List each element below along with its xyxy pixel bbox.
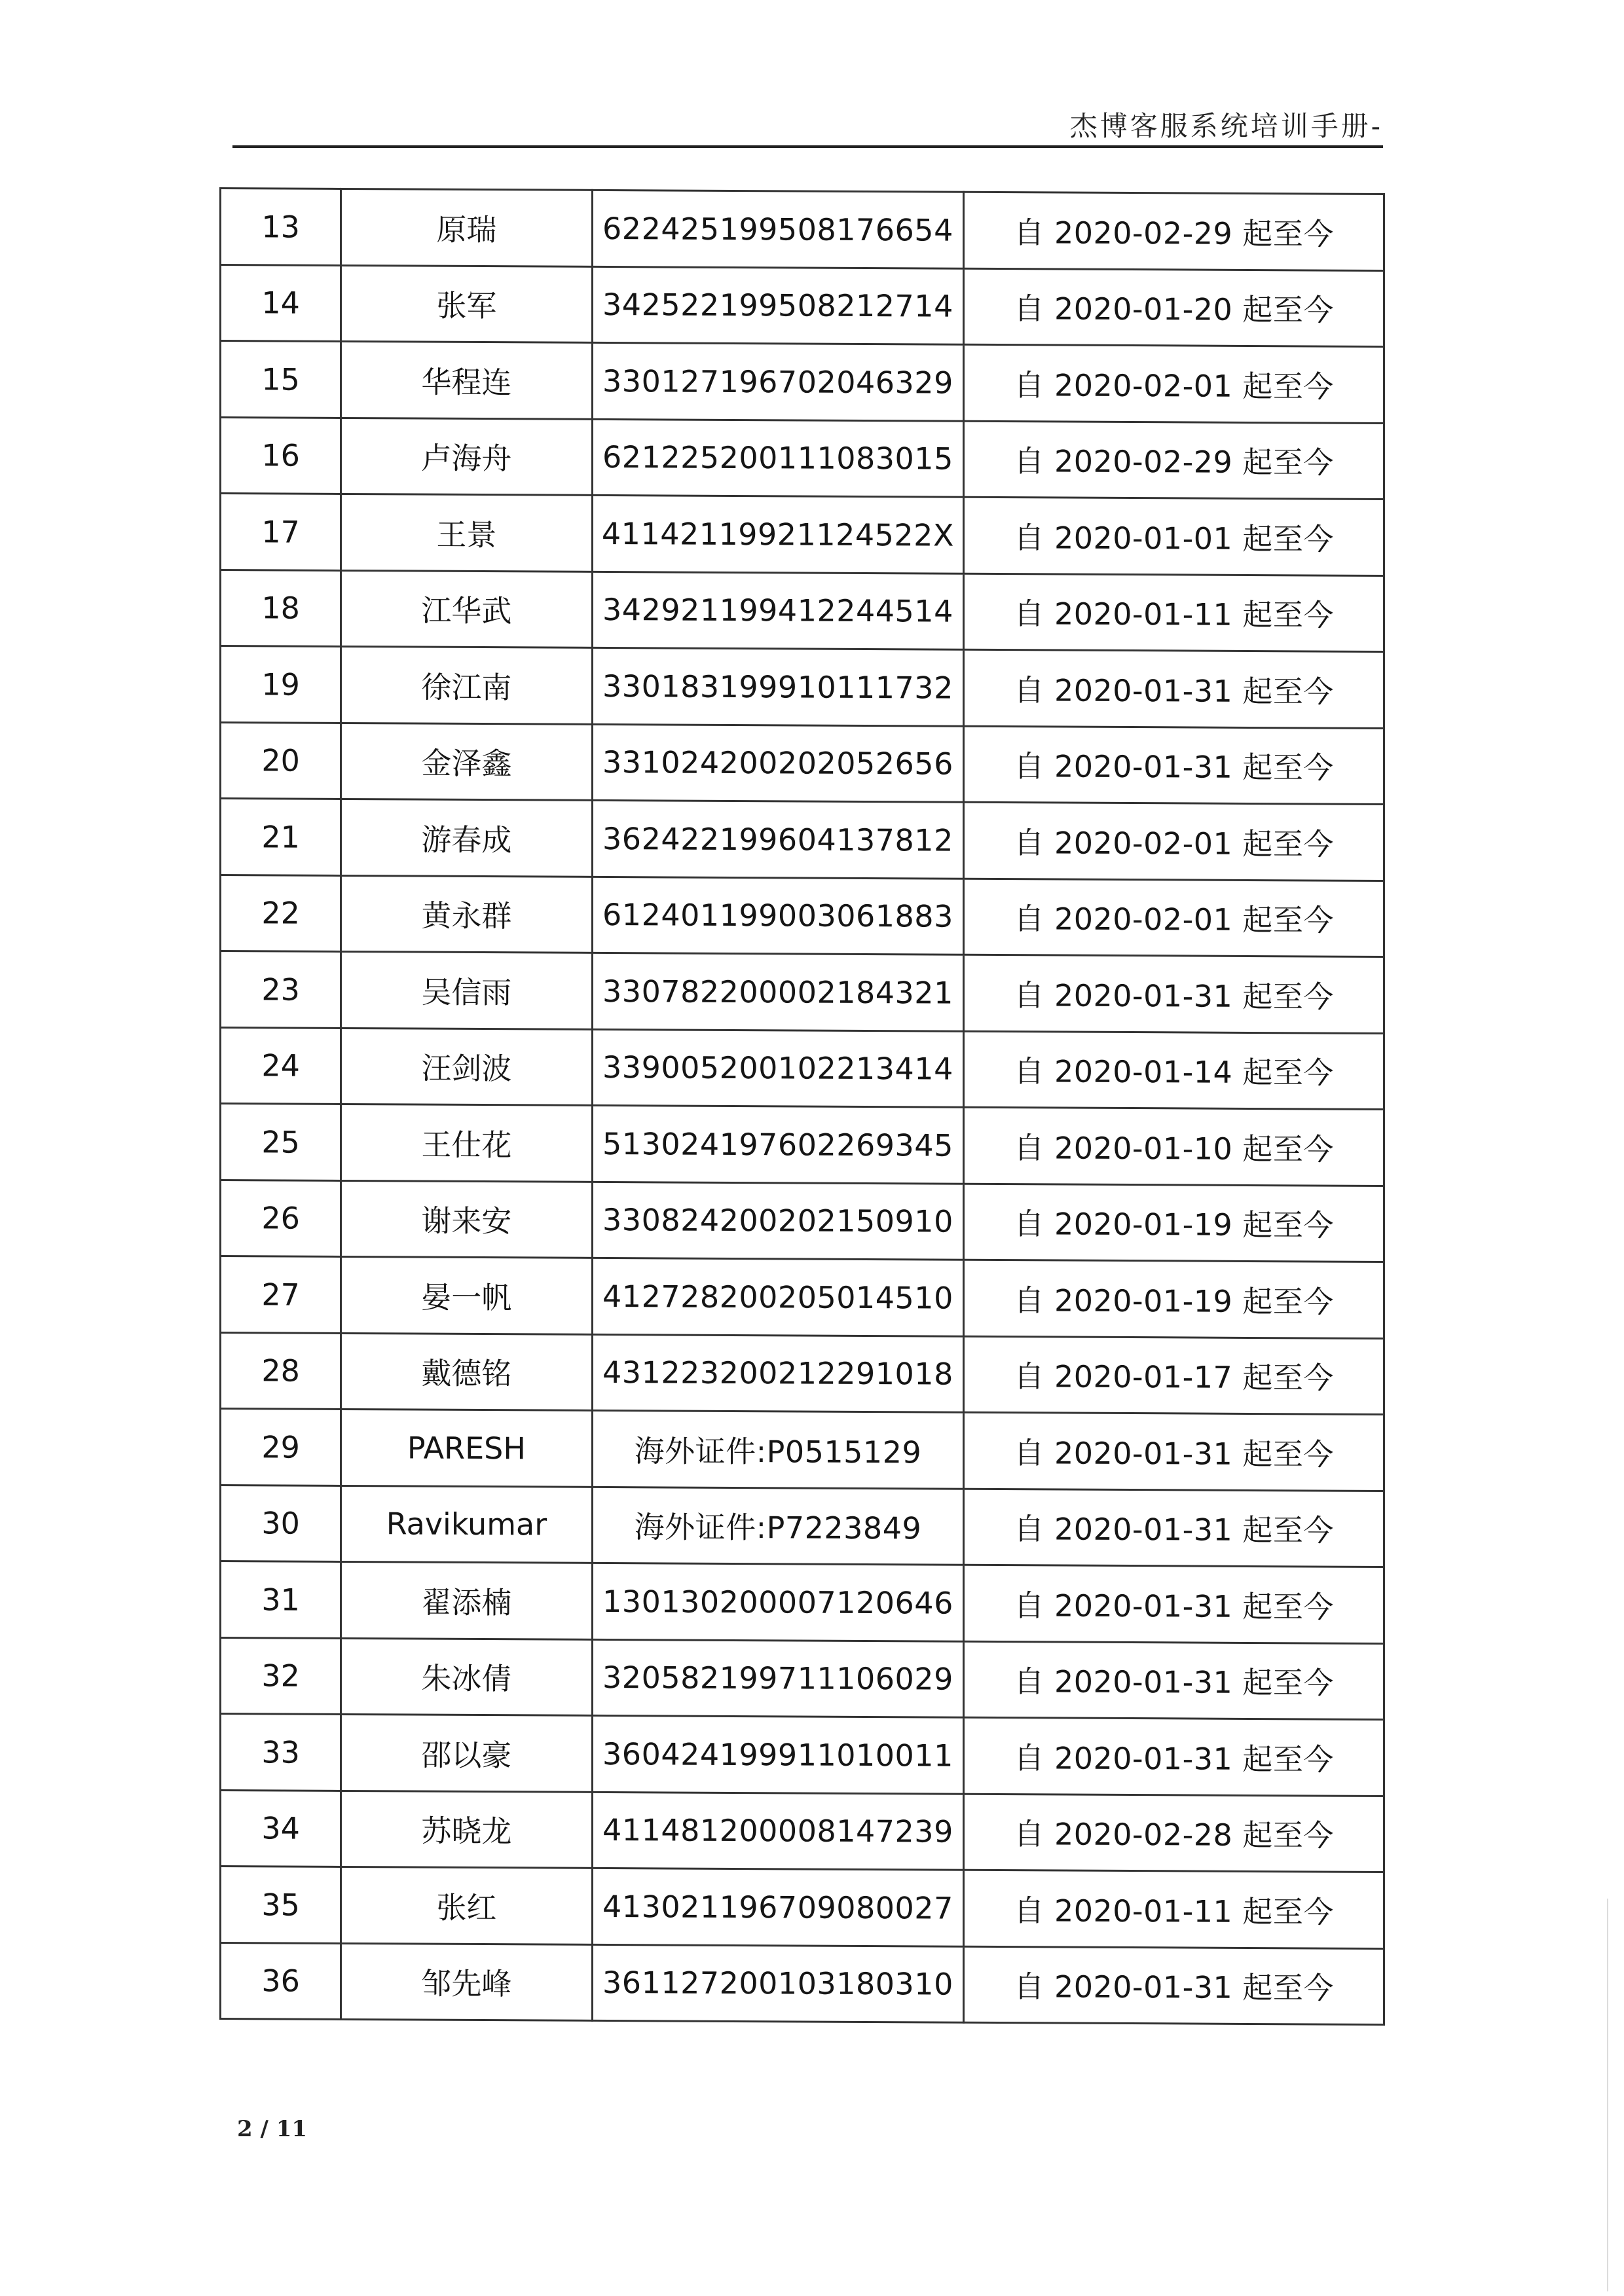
id-number-cell: 361127200103180310 [592, 1944, 964, 2022]
page-number: 2 / 11 [237, 2116, 308, 2142]
id-number-cell: 330183199910111732 [592, 647, 964, 725]
row-number-cell: 28 [221, 1332, 341, 1409]
period-cell: 自 2020-01-19 起至今 [964, 1260, 1384, 1338]
period-cell: 自 2020-02-28 起至今 [964, 1794, 1384, 1872]
id-number-cell: 513024197602269345 [592, 1105, 964, 1183]
person-name-cell: 金泽鑫 [341, 723, 592, 800]
person-name-cell: 卢海舟 [341, 418, 592, 495]
table-row [221, 646, 1384, 728]
person-name-cell: 翟添楠 [341, 1561, 592, 1639]
id-number-cell: 41142119921124522X [592, 495, 964, 573]
row-number-cell: 23 [221, 951, 341, 1028]
id-number-cell: 海外证件:P0515129 [592, 1410, 964, 1488]
period-cell: 自 2020-01-11 起至今 [964, 1870, 1384, 1948]
table-row [221, 570, 1384, 651]
id-number-cell: 320582199711106029 [592, 1639, 964, 1717]
id-number-cell: 342921199412244514 [592, 572, 964, 649]
row-number-cell: 27 [221, 1256, 341, 1333]
person-name-cell: 黄永群 [341, 875, 592, 953]
id-number-cell: 342522199508212714 [592, 266, 964, 344]
row-number-cell: 16 [221, 417, 341, 494]
table-row [221, 951, 1384, 1033]
id-number-cell: 612401199003061883 [592, 877, 964, 955]
id-number-cell: 330782200002184321 [592, 953, 964, 1030]
period-cell: 自 2020-02-29 起至今 [964, 192, 1384, 270]
period-cell: 自 2020-01-10 起至今 [964, 1107, 1384, 1186]
scan-edge-mark [1607, 1899, 1608, 2291]
table-row [221, 1790, 1384, 1872]
table-row [221, 799, 1384, 881]
row-number-cell: 31 [221, 1561, 341, 1638]
table-row [221, 264, 1384, 346]
period-cell: 自 2020-01-31 起至今 [964, 649, 1384, 728]
person-name-cell: 戴德铭 [341, 1333, 592, 1410]
id-number-cell: 362422199604137812 [592, 800, 964, 878]
row-number-cell: 29 [221, 1409, 341, 1485]
table-row [221, 1104, 1384, 1186]
id-number-cell: 413021196709080027 [592, 1868, 964, 1946]
row-number-cell: 21 [221, 799, 341, 875]
person-name-cell: 王景 [341, 494, 592, 571]
period-cell: 自 2020-01-20 起至今 [964, 268, 1384, 347]
table-row [221, 1637, 1384, 1719]
person-name-cell: 晏一帆 [341, 1256, 592, 1334]
roster-table-container [219, 187, 1385, 2026]
id-number-cell: 130130200007120646 [592, 1563, 964, 1641]
table-row [221, 341, 1384, 423]
id-number-cell: 411481200008147239 [592, 1792, 964, 1870]
row-number-cell: 18 [221, 570, 341, 646]
person-name-cell: 华程连 [341, 341, 592, 418]
period-cell: 自 2020-01-31 起至今 [964, 955, 1384, 1033]
row-number-cell: 26 [221, 1180, 341, 1256]
id-number-cell: 621225200111083015 [592, 419, 964, 497]
period-cell: 自 2020-02-29 起至今 [964, 421, 1384, 500]
person-name-cell: 朱冰倩 [341, 1638, 592, 1715]
table-row [221, 875, 1384, 957]
person-name-cell: Ravikumar [341, 1485, 592, 1563]
table-row [221, 1485, 1384, 1567]
id-number-cell: 330127196702046329 [592, 342, 964, 420]
period-cell: 自 2020-01-19 起至今 [964, 1184, 1384, 1262]
row-number-cell: 19 [221, 646, 341, 723]
period-cell: 自 2020-01-31 起至今 [964, 1717, 1384, 1796]
table-row [221, 417, 1384, 499]
row-number-cell: 17 [221, 494, 341, 570]
period-cell: 自 2020-01-31 起至今 [964, 1489, 1384, 1567]
table-row [221, 1256, 1384, 1338]
table-row [221, 494, 1384, 575]
row-number-cell: 15 [221, 341, 341, 418]
person-name-cell: 游春成 [341, 799, 592, 876]
row-number-cell: 32 [221, 1637, 341, 1714]
person-name-cell: 王仕花 [341, 1104, 592, 1181]
person-name-cell: 汪剑波 [341, 1028, 592, 1105]
period-cell: 自 2020-02-01 起至今 [964, 879, 1384, 957]
period-cell: 自 2020-02-01 起至今 [964, 802, 1384, 881]
row-number-cell: 14 [221, 264, 341, 341]
person-name-cell: 张军 [341, 265, 592, 342]
id-number-cell: 412728200205014510 [592, 1258, 964, 1336]
table-row [221, 1867, 1384, 1948]
period-cell: 自 2020-02-01 起至今 [964, 344, 1384, 423]
row-number-cell: 30 [221, 1485, 341, 1561]
table-row [221, 722, 1384, 804]
table-row [221, 1332, 1384, 1414]
period-cell: 自 2020-01-17 起至今 [964, 1336, 1384, 1415]
row-number-cell: 22 [221, 875, 341, 951]
id-number-cell: 331024200202052656 [592, 724, 964, 802]
header-divider [232, 145, 1383, 148]
table-row [221, 1027, 1384, 1109]
row-number-cell: 36 [221, 1942, 341, 2019]
id-number-cell: 622425199508176654 [592, 190, 964, 268]
table-row [221, 1942, 1384, 2024]
person-name-cell: 邹先峰 [341, 1943, 592, 2020]
table-row [221, 1180, 1384, 1262]
person-name-cell: 江华武 [341, 570, 592, 647]
person-name-cell: PARESH [341, 1409, 592, 1486]
row-number-cell: 25 [221, 1104, 341, 1180]
table-row [221, 1561, 1384, 1643]
person-name-cell: 邵以豪 [341, 1714, 592, 1791]
row-number-cell: 24 [221, 1027, 341, 1104]
header-title: 杰博客服系统培训手册- [1069, 110, 1383, 142]
period-cell: 自 2020-01-31 起至今 [964, 1641, 1384, 1720]
person-name-cell: 徐江南 [341, 646, 592, 723]
id-number-cell: 330824200202150910 [592, 1182, 964, 1260]
table-row [221, 1409, 1384, 1491]
row-number-cell: 13 [221, 189, 341, 265]
period-cell: 自 2020-01-01 起至今 [964, 497, 1384, 575]
period-cell: 自 2020-01-11 起至今 [964, 574, 1384, 652]
person-name-cell: 吴信雨 [341, 951, 592, 1029]
row-number-cell: 35 [221, 1867, 341, 1943]
row-number-cell: 33 [221, 1714, 341, 1791]
row-number-cell: 20 [221, 722, 341, 799]
id-number-cell: 339005200102213414 [592, 1029, 964, 1107]
id-number-cell: 海外证件:P7223849 [592, 1487, 964, 1565]
person-name-cell: 谢来安 [341, 1180, 592, 1258]
period-cell: 自 2020-01-31 起至今 [964, 726, 1384, 805]
period-cell: 自 2020-01-31 起至今 [964, 1565, 1384, 1643]
id-number-cell: 360424199911010011 [592, 1715, 964, 1793]
row-number-cell: 34 [221, 1790, 341, 1867]
person-name-cell: 苏晓龙 [341, 1791, 592, 1868]
period-cell: 自 2020-01-14 起至今 [964, 1031, 1384, 1110]
table-row [221, 189, 1384, 270]
period-cell: 自 2020-01-31 起至今 [964, 1946, 1384, 2025]
roster-table-body [221, 189, 1384, 2025]
roster-table [219, 187, 1385, 2026]
person-name-cell: 张红 [341, 1867, 592, 1944]
period-cell: 自 2020-01-31 起至今 [964, 1412, 1384, 1491]
table-row [221, 1714, 1384, 1796]
id-number-cell: 431223200212291018 [592, 1334, 964, 1412]
person-name-cell: 原瑞 [341, 189, 592, 266]
